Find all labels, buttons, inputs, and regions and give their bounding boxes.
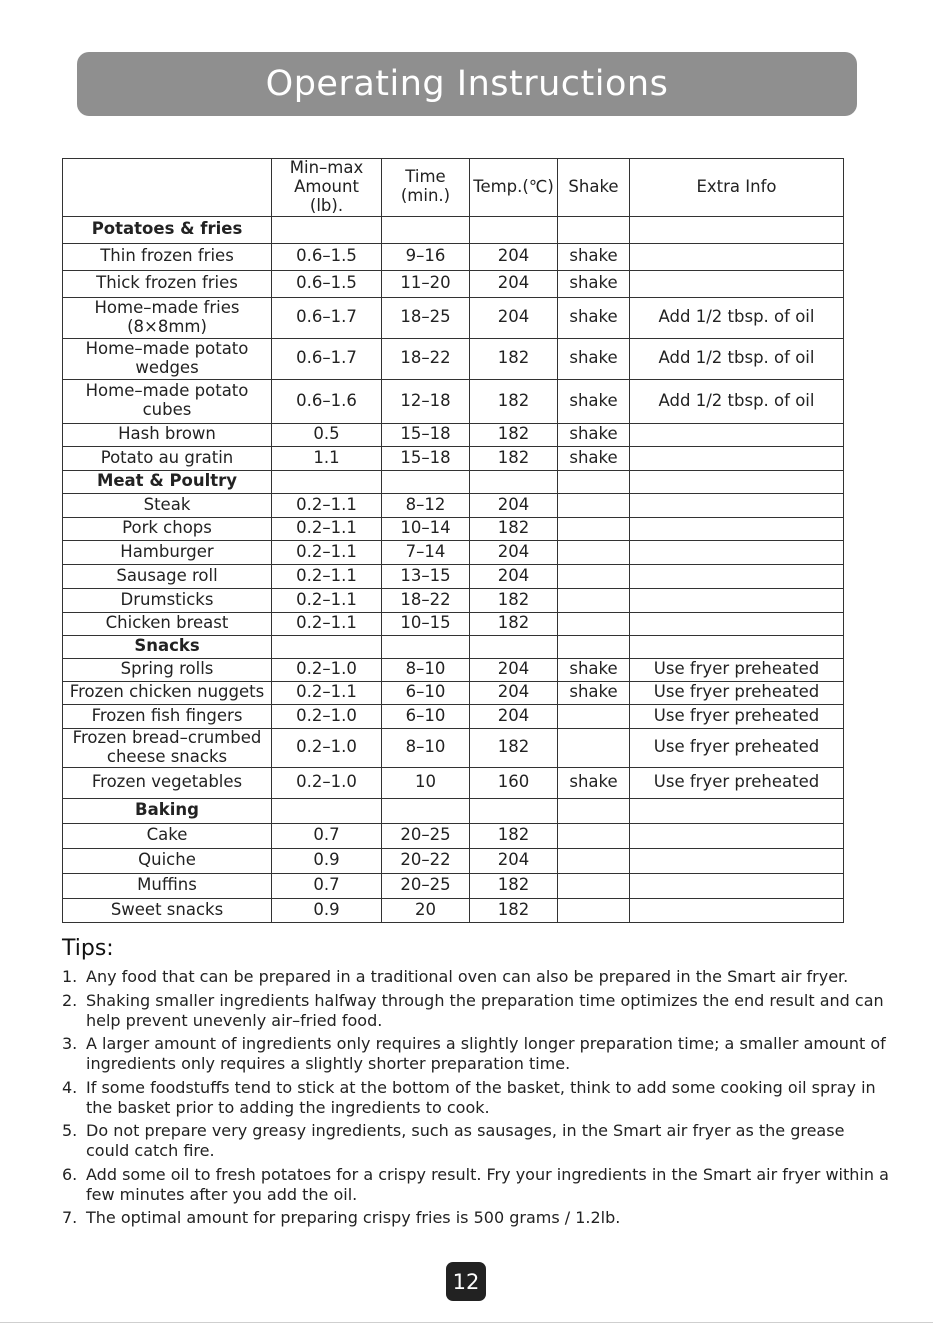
tip-number: 3. <box>62 1034 78 1053</box>
table-row <box>63 243 844 270</box>
temp-cell: 182 <box>470 873 558 898</box>
shake-cell <box>558 517 630 540</box>
amount-cell: 0.7 <box>272 873 382 898</box>
extra-info-cell: Use fryer preheated <box>630 767 844 798</box>
tip-item <box>62 1078 892 1118</box>
extra-info-cell <box>630 873 844 898</box>
shake-cell <box>558 823 630 848</box>
table-row <box>63 728 844 767</box>
extra-column-header: Extra Info <box>630 159 844 217</box>
extra-info-cell <box>630 270 844 297</box>
time-cell: 20–25 <box>382 873 470 898</box>
amount-cell: 0.2–1.1 <box>272 612 382 635</box>
table-row <box>63 848 844 873</box>
temp-column-header: Temp.(℃) <box>470 159 558 217</box>
food-cell: Home–made potato wedges <box>63 338 272 379</box>
table-row <box>63 658 844 681</box>
shake-column-header: Shake <box>558 159 630 217</box>
table-row <box>63 704 844 728</box>
food-cell: Thick frozen fries <box>63 270 272 297</box>
table-row <box>63 423 844 446</box>
empty-cell <box>630 216 844 243</box>
time-cell: 10–14 <box>382 517 470 540</box>
time-cell: 18–22 <box>382 588 470 612</box>
empty-cell <box>630 798 844 823</box>
shake-cell <box>558 540 630 564</box>
category-row <box>63 635 844 658</box>
food-cell: Sausage roll <box>63 564 272 588</box>
extra-info-cell <box>630 898 844 922</box>
empty-cell <box>558 798 630 823</box>
extra-info-cell: Add 1/2 tbsp. of oil <box>630 297 844 338</box>
tip-item <box>62 991 892 1031</box>
tip-number: 4. <box>62 1077 78 1097</box>
temp-cell: 182 <box>470 612 558 635</box>
shake-cell <box>558 704 630 728</box>
time-cell: 9–16 <box>382 243 470 270</box>
temp-cell: 182 <box>470 823 558 848</box>
table-row <box>63 338 844 379</box>
shake-cell <box>558 898 630 922</box>
temp-cell: 204 <box>470 493 558 517</box>
extra-info-cell <box>630 564 844 588</box>
time-cell: 13–15 <box>382 564 470 588</box>
amount-cell: 0.6–1.6 <box>272 379 382 423</box>
tip-item <box>62 1034 892 1074</box>
time-cell: 6–10 <box>382 681 470 704</box>
tip-text: If some foodstuffs tend to stick at the bottom of the basket, think to add some cooking oil spray in the basket prior to adding the ingredients to cook. <box>86 1077 876 1117</box>
category-row <box>63 216 844 243</box>
tip-number: 1. <box>62 967 78 986</box>
time-cell: 20 <box>382 898 470 922</box>
temp-cell: 182 <box>470 423 558 446</box>
empty-cell <box>272 635 382 658</box>
temp-cell: 182 <box>470 379 558 423</box>
tips-section <box>62 936 892 1232</box>
time-cell: 6–10 <box>382 704 470 728</box>
table-row <box>63 588 844 612</box>
amount-cell: 0.2–1.1 <box>272 540 382 564</box>
time-cell: 15–18 <box>382 423 470 446</box>
empty-cell <box>558 216 630 243</box>
time-cell: 7–14 <box>382 540 470 564</box>
temp-cell: 204 <box>470 564 558 588</box>
empty-cell <box>272 470 382 493</box>
time-cell: 18–25 <box>382 297 470 338</box>
tip-text: Shaking smaller ingredients halfway through the preparation time optimizes the end result and can help prevent unevenly air–fried food. <box>86 990 884 1030</box>
empty-cell <box>382 798 470 823</box>
empty-cell <box>630 635 844 658</box>
time-cell: 15–18 <box>382 446 470 470</box>
tip-item <box>62 1208 892 1228</box>
amount-cell: 0.5 <box>272 423 382 446</box>
table-header-row <box>63 159 844 217</box>
amount-cell: 0.2–1.1 <box>272 517 382 540</box>
table-body <box>63 216 844 922</box>
amount-cell: 0.2–1.1 <box>272 564 382 588</box>
amount-cell: 0.2–1.0 <box>272 767 382 798</box>
extra-info-cell <box>630 243 844 270</box>
temp-cell: 160 <box>470 767 558 798</box>
amount-cell: 0.6–1.7 <box>272 297 382 338</box>
food-cell: Frozen bread–crumbed cheese snacks <box>63 728 272 767</box>
food-cell: Potato au gratin <box>63 446 272 470</box>
temp-cell: 204 <box>470 270 558 297</box>
page-divider <box>0 1322 933 1323</box>
tip-text: Add some oil to fresh potatoes for a crispy result. Fry your ingredients in the Smart air fryer within a few minutes after you add the oil. <box>86 1164 889 1204</box>
time-cell: 10–15 <box>382 612 470 635</box>
tips-list <box>62 967 892 1228</box>
tips-title: Tips: <box>62 936 114 961</box>
empty-cell <box>272 216 382 243</box>
food-cell: Steak <box>63 493 272 517</box>
title-banner <box>77 52 857 116</box>
extra-info-cell: Use fryer preheated <box>630 728 844 767</box>
food-cell: Hamburger <box>63 540 272 564</box>
table-row <box>63 612 844 635</box>
shake-cell <box>558 848 630 873</box>
empty-cell <box>272 798 382 823</box>
time-cell: 8–10 <box>382 658 470 681</box>
amount-cell: 0.9 <box>272 848 382 873</box>
table-row <box>63 379 844 423</box>
extra-info-cell <box>630 823 844 848</box>
shake-cell <box>558 612 630 635</box>
shake-cell: shake <box>558 446 630 470</box>
amount-cell: 1.1 <box>272 446 382 470</box>
table-row <box>63 297 844 338</box>
category-label: Meat & Poultry <box>63 470 272 493</box>
category-row <box>63 798 844 823</box>
time-cell: 12–18 <box>382 379 470 423</box>
amount-cell: 0.2–1.0 <box>272 658 382 681</box>
food-cell: Muffins <box>63 873 272 898</box>
temp-cell: 204 <box>470 704 558 728</box>
amount-cell: 0.7 <box>272 823 382 848</box>
extra-info-cell: Use fryer preheated <box>630 658 844 681</box>
food-cell: Frozen fish fingers <box>63 704 272 728</box>
shake-cell <box>558 564 630 588</box>
temp-cell: 204 <box>470 540 558 564</box>
shake-cell: shake <box>558 681 630 704</box>
temp-cell: 182 <box>470 446 558 470</box>
food-cell: Chicken breast <box>63 612 272 635</box>
tip-number: 6. <box>62 1164 78 1184</box>
tip-text: The optimal amount for preparing crispy fries is 500 grams / 1.2lb. <box>86 1208 621 1227</box>
page-number: 12 <box>446 1262 486 1301</box>
food-cell: Sweet snacks <box>63 898 272 922</box>
time-cell: 10 <box>382 767 470 798</box>
empty-cell <box>470 635 558 658</box>
table-row <box>63 564 844 588</box>
empty-cell <box>558 635 630 658</box>
tip-item <box>62 1121 892 1161</box>
temp-cell: 182 <box>470 588 558 612</box>
table-row <box>63 823 844 848</box>
temp-cell: 204 <box>470 658 558 681</box>
shake-cell <box>558 873 630 898</box>
category-label: Baking <box>63 798 272 823</box>
temp-cell: 204 <box>470 681 558 704</box>
food-column-header <box>63 159 272 217</box>
extra-info-cell: Use fryer preheated <box>630 681 844 704</box>
time-column-header: Time (min.) <box>382 159 470 217</box>
extra-info-cell <box>630 612 844 635</box>
time-cell: 18–22 <box>382 338 470 379</box>
table-row <box>63 517 844 540</box>
tip-text: A larger amount of ingredients only requires a slightly longer preparation time; a smaller amount of ingredients only requires a slightly shorter preparation time. <box>86 1034 886 1073</box>
food-cell: Home–made fries (8×8mm) <box>63 297 272 338</box>
extra-info-cell <box>630 540 844 564</box>
time-cell: 20–25 <box>382 823 470 848</box>
empty-cell <box>470 470 558 493</box>
cooking-table <box>62 158 844 923</box>
empty-cell <box>630 470 844 493</box>
shake-cell: shake <box>558 658 630 681</box>
shake-cell: shake <box>558 767 630 798</box>
tip-number: 7. <box>62 1208 78 1227</box>
food-cell: Spring rolls <box>63 658 272 681</box>
shake-cell: shake <box>558 338 630 379</box>
tip-text: Do not prepare very greasy ingredients, such as sausages, in the Smart air fryer as the grease could catch fire. <box>86 1121 845 1160</box>
extra-info-cell <box>630 493 844 517</box>
table-row <box>63 681 844 704</box>
temp-cell: 204 <box>470 297 558 338</box>
extra-info-cell: Add 1/2 tbsp. of oil <box>630 338 844 379</box>
extra-info-cell: Add 1/2 tbsp. of oil <box>630 379 844 423</box>
amount-cell: 0.9 <box>272 898 382 922</box>
shake-cell: shake <box>558 270 630 297</box>
amount-cell: 0.6–1.5 <box>272 270 382 297</box>
shake-cell <box>558 588 630 612</box>
temp-cell: 182 <box>470 517 558 540</box>
category-label: Snacks <box>63 635 272 658</box>
amount-cell: 0.6–1.7 <box>272 338 382 379</box>
food-cell: Cake <box>63 823 272 848</box>
tip-text: Any food that can be prepared in a traditional oven can also be prepared in the Smart air fryer. <box>86 967 849 986</box>
food-cell: Quiche <box>63 848 272 873</box>
extra-info-cell <box>630 848 844 873</box>
food-cell: Home–made potato cubes <box>63 379 272 423</box>
extra-info-cell <box>630 423 844 446</box>
shake-cell: shake <box>558 243 630 270</box>
shake-cell <box>558 493 630 517</box>
empty-cell <box>558 470 630 493</box>
time-cell: 20–22 <box>382 848 470 873</box>
table-row <box>63 493 844 517</box>
temp-cell: 204 <box>470 243 558 270</box>
extra-info-cell: Use fryer preheated <box>630 704 844 728</box>
extra-info-cell <box>630 446 844 470</box>
food-cell: Thin frozen fries <box>63 243 272 270</box>
table-row <box>63 446 844 470</box>
category-row <box>63 470 844 493</box>
table-row <box>63 767 844 798</box>
table-row <box>63 270 844 297</box>
time-cell: 8–12 <box>382 493 470 517</box>
amount-cell: 0.2–1.1 <box>272 681 382 704</box>
amount-cell: 0.2–1.1 <box>272 588 382 612</box>
extra-info-cell <box>630 517 844 540</box>
category-label: Potatoes & fries <box>63 216 272 243</box>
table-row <box>63 873 844 898</box>
empty-cell <box>382 470 470 493</box>
empty-cell <box>382 635 470 658</box>
time-cell: 11–20 <box>382 270 470 297</box>
tip-number: 2. <box>62 990 78 1010</box>
tip-number: 5. <box>62 1121 78 1140</box>
temp-cell: 182 <box>470 728 558 767</box>
amount-cell: 0.2–1.0 <box>272 728 382 767</box>
temp-cell: 204 <box>470 848 558 873</box>
tip-item <box>62 967 892 987</box>
amount-cell: 0.2–1.1 <box>272 493 382 517</box>
food-cell: Pork chops <box>63 517 272 540</box>
shake-cell: shake <box>558 297 630 338</box>
table-row <box>63 540 844 564</box>
tip-item <box>62 1165 892 1205</box>
shake-cell <box>558 728 630 767</box>
table-row <box>63 898 844 922</box>
empty-cell <box>382 216 470 243</box>
food-cell: Frozen vegetables <box>63 767 272 798</box>
food-cell: Drumsticks <box>63 588 272 612</box>
food-cell: Hash brown <box>63 423 272 446</box>
food-cell: Frozen chicken nuggets <box>63 681 272 704</box>
amount-cell: 0.2–1.0 <box>272 704 382 728</box>
amount-column-header: Min–max Amount (lb). <box>272 159 382 217</box>
page-title: Operating Instructions <box>265 64 669 104</box>
empty-cell <box>470 216 558 243</box>
empty-cell <box>470 798 558 823</box>
amount-cell: 0.6–1.5 <box>272 243 382 270</box>
extra-info-cell <box>630 588 844 612</box>
temp-cell: 182 <box>470 338 558 379</box>
shake-cell: shake <box>558 423 630 446</box>
shake-cell: shake <box>558 379 630 423</box>
time-cell: 8–10 <box>382 728 470 767</box>
temp-cell: 182 <box>470 898 558 922</box>
